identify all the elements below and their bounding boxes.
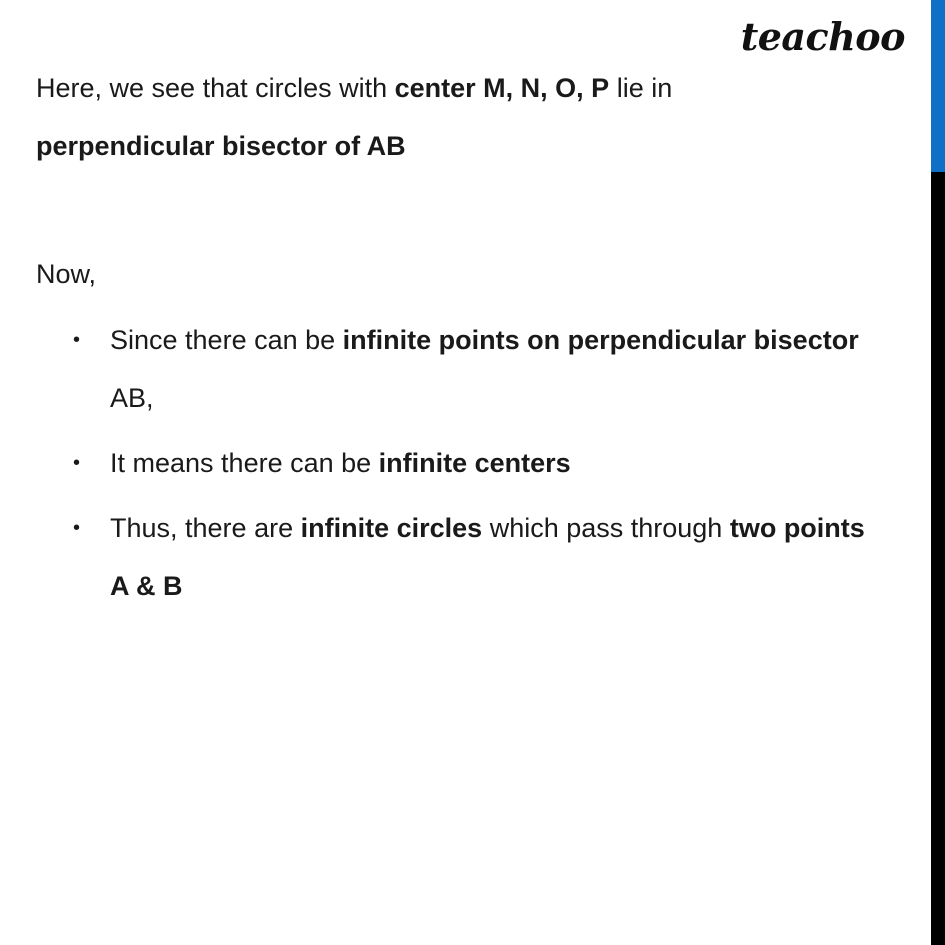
bullet-item-2 bbox=[36, 443, 916, 483]
intro-centers-bold: center M, N, O, P bbox=[394, 73, 610, 103]
bullet-item-1 bbox=[36, 320, 916, 418]
bullet-dot-icon: • bbox=[73, 329, 81, 351]
bullet-dot-icon: • bbox=[73, 452, 81, 474]
slide-body bbox=[36, 68, 916, 606]
bullet-3-row-1 bbox=[110, 513, 865, 543]
bullet-2-bold: infinite centers bbox=[378, 448, 571, 478]
bullet-dot-icon: • bbox=[73, 517, 81, 539]
side-accent-bar-blue bbox=[931, 0, 945, 172]
bullet-1-row-1 bbox=[110, 325, 859, 355]
bullet-3-bold-2: two points bbox=[729, 513, 865, 543]
intro-line bbox=[36, 68, 916, 108]
teachoo-logo: teachoo bbox=[740, 14, 905, 59]
bullet-3-row-2: A & B bbox=[110, 571, 183, 601]
intro-text-post: lie in bbox=[609, 73, 673, 103]
bullet-item-3 bbox=[36, 508, 916, 606]
bullet-1-text: Since there can be bbox=[110, 325, 343, 355]
perpendicular-bisector-bold: perpendicular bisector of AB bbox=[36, 131, 406, 161]
bullet-1-bold: infinite points on perpendicular bisector bbox=[342, 325, 859, 355]
bullet-1-row-2: AB, bbox=[110, 383, 154, 413]
bullet-2-text: It means there can be bbox=[110, 448, 379, 478]
now-label: Now, bbox=[36, 259, 97, 289]
side-accent-bar-black bbox=[931, 172, 945, 945]
intro-text-pre: Here, we see that circles with bbox=[36, 73, 395, 103]
bullet-list bbox=[36, 320, 916, 606]
bullet-3-text: Thus, there are bbox=[110, 513, 301, 543]
bullet-3-text-mid: which pass through bbox=[482, 513, 730, 543]
bullet-3-bold: infinite circles bbox=[300, 513, 483, 543]
intro-line-2 bbox=[36, 126, 916, 166]
